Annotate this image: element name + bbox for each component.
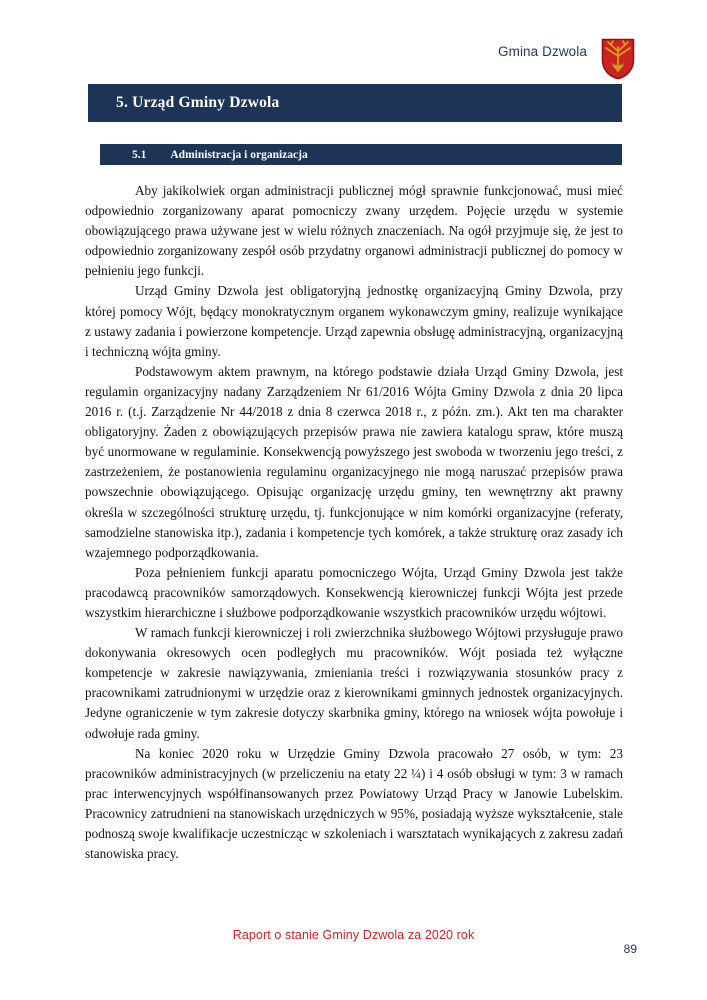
chapter-title: 5. Urząd Gminy Dzwola (116, 94, 280, 111)
paragraph: Podstawowym aktem prawnym, na którego podstawie działa Urząd Gminy Dzwola, jest regulamin organizacyjny nadany Zarządzeniem Nr 61/2016 Wójta Gminy Dzwola z dnia 20 lipca 2016 r. (t.j. Zarządzenie Nr 44/2018 z dnia 8 czerwca 2018 r., z późn. zm.). Akt ten ma charakter obligatoryjny. Żaden z obowiązujących przepisów prawa nie zawiera katalogu spraw, które muszą być unormowane w regulaminie. Konsekwencją powyższego jest swoboda w tworzeniu jego treści, z zastrzeżeniem, że postanowienia regulaminu organizacyjnego nie mogą naruszać przepisów prawa powszechnie obowiązującego. Opisując organizację urzędu gminy, ten wewnętrzny akt prawny określa w szczególności strukturę urzędu, tj. funkcjonujące w nim komórki organizacyjne (referaty, samodzielne stanowiska itp.), zadania i kompetencje tych komórek, a także strukturę oraz zasady ich wzajemnego podporządkowania. (85, 363, 623, 560)
paragraph: Urząd Gminy Dzwola jest obligatoryjną jednostkę organizacyjną Gminy Dzwola, przy której pomocy Wójt, będący monokratycznym organem wykonawczym gminy, realizuje wynikające z ustawy zadania i powierzone kompetencje. Urząd zapewnia obsługę administracyjną, organizacyjną i techniczną wójta gminy. (85, 283, 623, 359)
header-municipality-name: Gmina Dzwola (498, 44, 587, 59)
document-header (0, 38, 707, 88)
section-heading-bar (100, 144, 622, 165)
paragraph: Na koniec 2020 roku w Urzędzie Gminy Dzwola pracowało 27 osób, w tym: 23 pracowników administracyjnych (w przeliczeniu na etaty 22 ¼) i 4 osób obsługi w tym: 3 w ramach prac interwencyjnych współfinansowanych przez Powiatowy Urząd Pracy w Janowie Lubelskim. Pracownicy zatrudnieni na stanowiskach urzędniczych w 95%, posiadają wyższe wykształcenie, stale podnoszą swoje kwalifikacje uczestnicząc w szkoleniach i warsztatach wynikających z zakresu zadań stanowiska pracy. (85, 745, 623, 862)
paragraph: Aby jakikolwiek organ administracji publicznej mógł sprawnie funkcjonować, musi mieć odpowiednio zorganizowany aparat pomocniczy zwany urzędem. Pojęcie urzędu w systemie obowiązującego prawa używane jest w wielu różnych znaczeniach. Na ogół przyjmuje się, że jest to odpowiednio zorganizowany zespół osób przydatny organowi administracji publicznej do pomocy w pełnieniu jego funkcji. (85, 183, 623, 279)
body-text-container (85, 181, 623, 864)
section-title: Administracja i organizacja (170, 148, 308, 161)
paragraph: W ramach funkcji kierowniczej i roli zwierzchnika służbowego Wójtowi przysługuje prawo dokonywania okresowych ocen podległych mu pracowników. Wójt posiada też wyłączne kompetencje w zakresie nawiązywania, zmieniania treści i rozwiązywania stosunków pracy z pracownikami zatrudnionymi w urzędzie oraz z kierownikami gminnych jednostek organizacyjnych. Jedyne ograniczenie w tym zakresie dotyczy skarbnika gminy, którego na wniosek wójta powołuje i odwołuje rada gminy. (85, 625, 623, 741)
section-number: 5.1 (132, 148, 147, 161)
coat-of-arms-icon (601, 38, 635, 80)
page-number: 89 (623, 942, 637, 956)
chapter-banner (88, 84, 622, 122)
paragraph: Poza pełnieniem funkcji aparatu pomocniczego Wójta, Urząd Gminy Dzwola jest także pracodawcą pracowników samorządowych. Konsekwencją kierowniczej funkcji Wójta jest przede wszystkim hierarchiczne i służbowe podporządkowanie wszystkich pracowników urzędu wójtowi. (85, 564, 623, 620)
footer-report-title: Raport o stanie Gminy Dzwola za 2020 rok (232, 928, 475, 942)
